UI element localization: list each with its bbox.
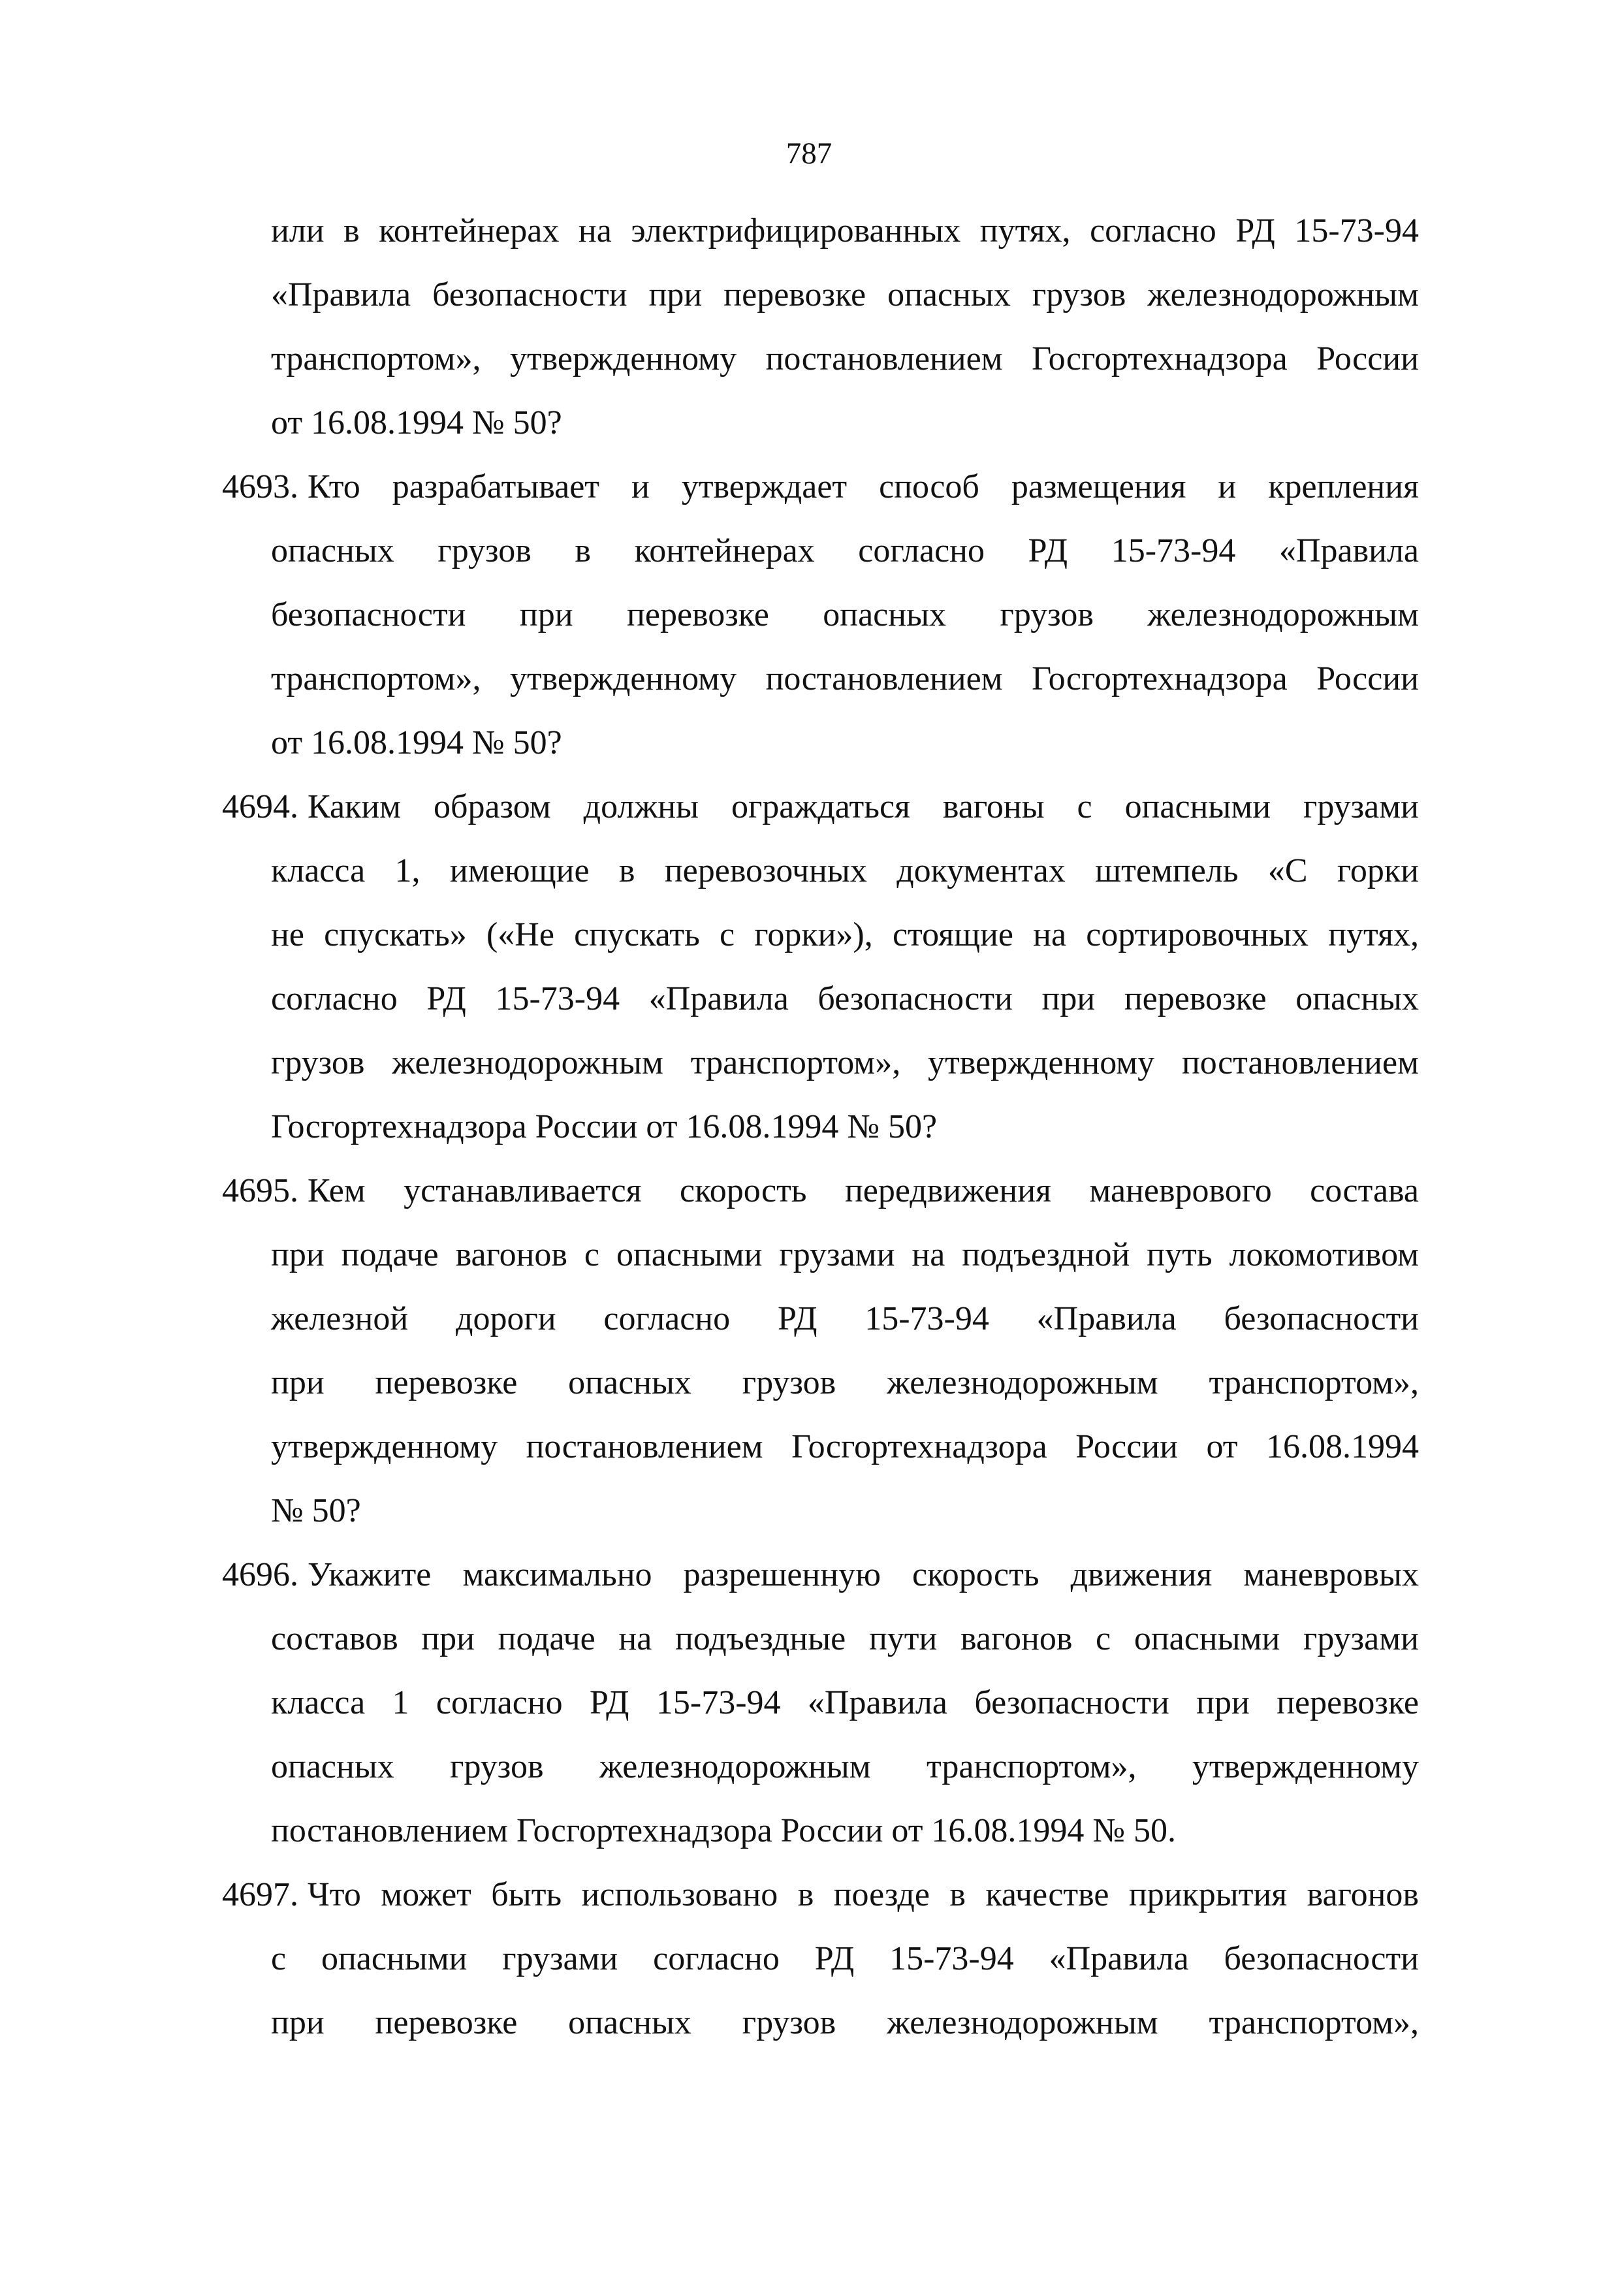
text-line: железной дороги согласно РД 15-73-94 «Правила безопасности <box>271 1300 1419 1337</box>
text-line: № 50? <box>271 1492 361 1529</box>
text-line: с опасными грузами согласно РД 15-73-94 «Правила безопасности <box>271 1940 1419 1977</box>
question-first-line <box>222 1543 1419 1607</box>
text-line: класса 1 согласно РД 15-73-94 «Правила безопасности при перевозке <box>271 1684 1419 1721</box>
question-item-4695 <box>222 1159 1419 1543</box>
text-line: постановлением Госгортехнадзора России от 16.08.1994 № 50. <box>271 1812 1177 1849</box>
question-text: Каким образом должны ограждаться вагоны с опасными грузами <box>308 788 1419 825</box>
text-line: безопасности при перевозке опасных грузов железнодорожным <box>271 596 1419 633</box>
question-text: Укажите максимально разрешенную скорость движения маневровых <box>308 1556 1419 1593</box>
question-item-4694 <box>222 775 1419 1159</box>
question-item-4693 <box>222 455 1419 775</box>
text-line: согласно РД 15-73-94 «Правила безопасности при перевозке опасных <box>271 980 1419 1017</box>
question-item-4697 <box>222 1863 1419 2055</box>
text-line: или в контейнерах на электрифицированных путях, согласно РД 15-73-94 <box>271 212 1419 249</box>
text-line: класса 1, имеющие в перевозочных документах штемпель «С горки <box>271 852 1419 889</box>
text-line: транспортом», утвержденному постановлением Госгортехнадзора России <box>271 340 1419 377</box>
question-first-line <box>222 775 1419 839</box>
text-line: Госгортехнадзора России от 16.08.1994 № 50? <box>271 1108 938 1145</box>
continuation-paragraph <box>222 199 1419 455</box>
text-line: утвержденному постановлением Госгортехнадзора России от 16.08.1994 <box>271 1428 1419 1465</box>
question-number: 4693. <box>222 468 298 505</box>
question-first-line <box>222 455 1419 519</box>
text-line: при перевозке опасных грузов железнодорожным транспортом», <box>271 1364 1419 1401</box>
question-number: 4696. <box>222 1556 298 1593</box>
text-line: «Правила безопасности при перевозке опасных грузов железнодорожным <box>271 276 1419 313</box>
question-text: Что может быть использовано в поезде в качестве прикрытия вагонов <box>308 1876 1419 1913</box>
question-text: Кто разрабатывает и утверждает способ размещения и крепления <box>308 468 1419 505</box>
text-line: опасных грузов железнодорожным транспортом», утвержденному <box>271 1748 1419 1785</box>
text-line: опасных грузов в контейнерах согласно РД 15-73-94 «Правила <box>271 532 1419 569</box>
text-line: при перевозке опасных грузов железнодорожным транспортом», <box>271 2004 1419 2041</box>
page-number: 787 <box>785 136 833 170</box>
document-body <box>222 199 1419 2055</box>
text-line: от 16.08.1994 № 50? <box>271 404 562 441</box>
question-number: 4695. <box>222 1172 298 1209</box>
question-item-4696 <box>222 1543 1419 1863</box>
question-first-line <box>222 1159 1419 1223</box>
question-number: 4694. <box>222 788 298 825</box>
text-line: составов при подаче на подъездные пути вагонов с опасными грузами <box>271 1620 1419 1657</box>
text-line: от 16.08.1994 № 50? <box>271 724 562 761</box>
text-line: при подаче вагонов с опасными грузами на подъездной путь локомотивом <box>271 1236 1419 1273</box>
text-line: грузов железнодорожным транспортом», утвержденному постановлением <box>271 1044 1419 1081</box>
question-first-line <box>222 1863 1419 1927</box>
text-line: не спускать» («Не спускать с горки»), стоящие на сортировочных путях, <box>271 916 1419 953</box>
question-text: Кем устанавливается скорость передвижения маневрового состава <box>308 1172 1419 1209</box>
question-number: 4697. <box>222 1876 298 1913</box>
text-line: транспортом», утвержденному постановлением Госгортехнадзора России <box>271 660 1419 697</box>
